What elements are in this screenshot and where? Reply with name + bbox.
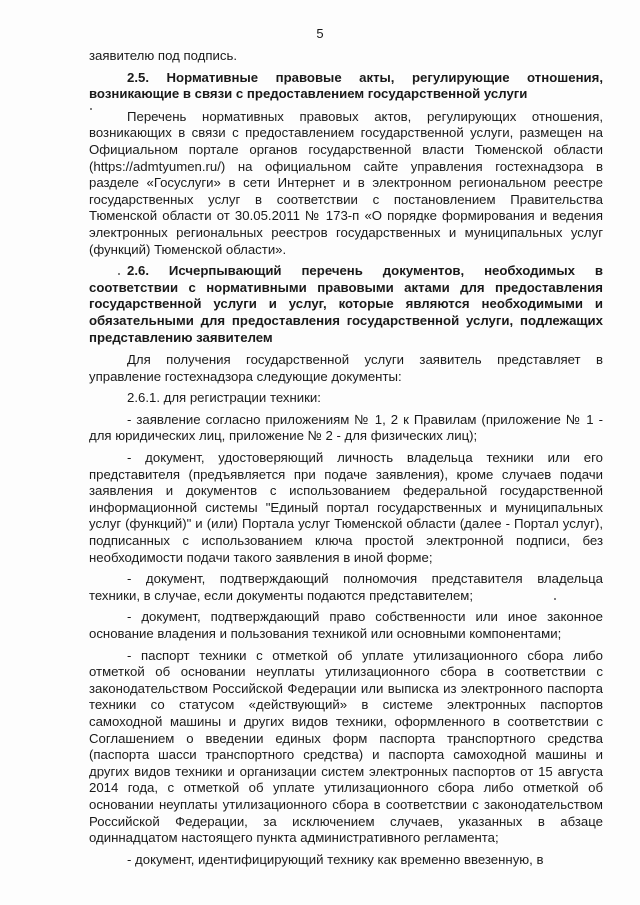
continuation-line: заявителю под подпись. [89, 48, 237, 63]
subsection-2-6-1: 2.6.1. для регистрации техники: [127, 390, 321, 406]
list-item-vehicle-passport: - паспорт техники с отметкой об уплате утилизационного сбора либо отметкой об основании неуплаты утилизационного сбора в соответствии с законодательством Российской Федерации или выписка из электронного паспорта техники со статусом «действующий» в системе электронных паспортов самоходной машины и других видов техники, оформленного в соответствии с Соглашением о введении единых форм паспорта транспортного средства (паспорта шасси транспортного средства) и паспорта самоходной машины и других видов техники и организации систем электронных паспортов от 15 августа 2014 года, с отметкой об уплате утилизационного сбора либо отметкой об основании неуплаты утилизационного сбора в соответствии с законодательством Российской Федерации, за исключением случаев, указанных в абзаце одиннадцатом настоящего пункта административного регламента; [89, 647, 603, 846]
list-item-temporary-import: - документ, идентифицирующий технику как временно ввезенную, в [127, 851, 544, 867]
paragraph-documents-intro: Для получения государственной услуги заявитель представляет в управление гостехнадзора следующие документы: [89, 352, 603, 384]
list-item-authority-document: - документ, подтверждающий полномочия представителя владельца техники, в случае, если документы подаются представителем; [89, 571, 603, 603]
scan-speck [90, 108, 92, 110]
scan-speck [118, 273, 120, 275]
page-number: 5 [316, 26, 324, 41]
section-heading-2-5: 2.5. Нормативные правовые акты, регулирующие отношения, возникающие в связи с предоставлением государственной услуги [89, 69, 603, 102]
scan-speck [554, 598, 556, 600]
list-item-application: - заявление согласно приложениям № 1, 2 к Правилам (приложение № 1 - для юридических лиц, приложение № 2 - для физических лиц); [89, 411, 603, 444]
document-body [89, 48, 603, 873]
section-heading-2-6: 2.6. Исчерпывающий перечень документов, необходимых в соответствии с нормативными правовыми актами для предоставления государственной услуги и услуг, которые являются необходимыми и обязательными для предоставления государственной услуги, подлежащих представлению заявителем [89, 263, 603, 345]
list-item-ownership-document: - документ, подтверждающий право собственности или иное законное основание владения и пользования техникой или основными компонентами; [89, 609, 603, 641]
paragraph-normative-acts: Перечень нормативных правовых актов, регулирующих отношения, возникающих в связи с предоставлением государственной услуги, размещен на Официальном портале органов государственной власти Тюменской области (https://admtyumen.ru/) на официальном сайте управления гостехнадзора в разделе «Госуслуги» в сети Интернет и в электронном региональном реестре государственных услуг в соответствии с постановлением Правительства Тюменской области от 30.05.2011 № 173-п «О порядке формирования и ведения электронных региональных реестров государственных и муниципальных услуг (функций) Тюменской области». [89, 108, 603, 257]
list-item-identity-document: - документ, удостоверяющий личность владельца техники или его представителя (предъявляется при подаче заявления), кроме случаев подачи заявления и документов с использованием федеральной государственной информационной системы "Единый портал государственных и муниципальных услуг (функций)" и (или) Портала услуг Тюменской области (далее - Портал услуг), подписанных с использованием ключа простой электронной подписи, без необходимости подачи такого заявления в иной форме; [89, 450, 603, 565]
